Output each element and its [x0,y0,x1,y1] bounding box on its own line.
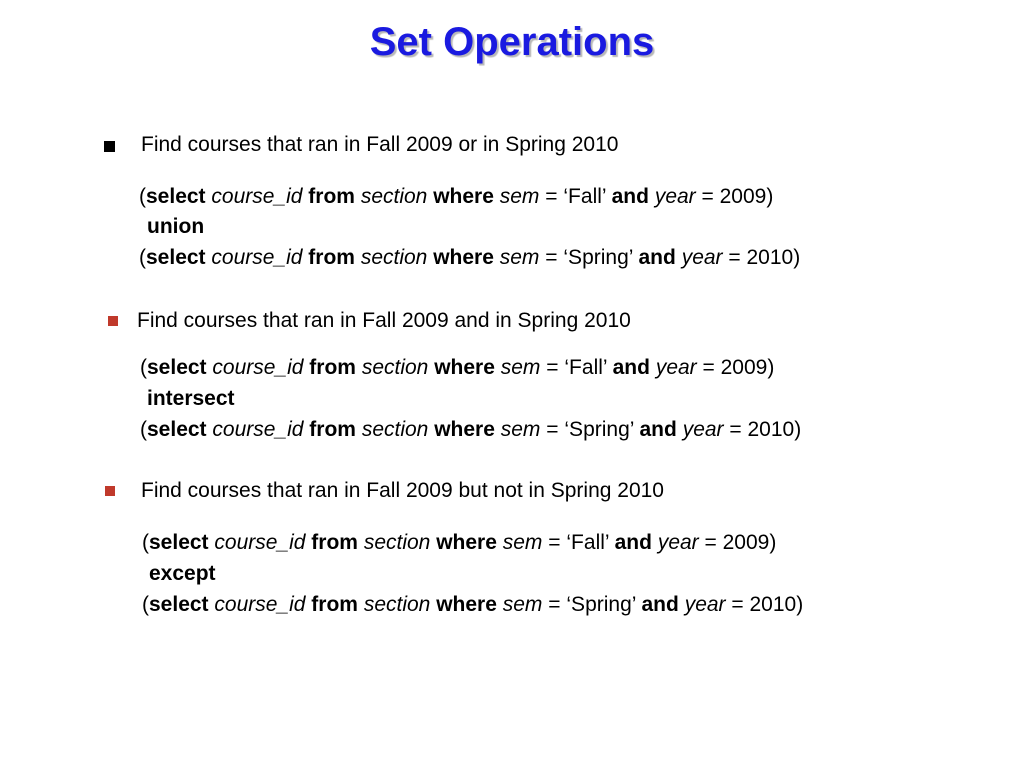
bullet-text-except: Find courses that ran in Fall 2009 but not in Spring 2010 [141,479,664,502]
square-bullet-icon [104,141,115,152]
operator-union: union [147,215,205,238]
query-line-fall-except: (select course_id from section where sem = ‘Fall’ and year = 2009) [142,531,777,554]
square-bullet-icon [108,316,118,326]
square-bullet-icon [105,486,115,496]
bullet-text-union: Find courses that ran in Fall 2009 or in Spring 2010 [141,133,619,156]
operator-intersect: intersect [147,387,235,410]
page-title: Set Operations [369,20,655,64]
query-line-spring-union: (select course_id from section where sem = ‘Spring’ and year = 2010) [139,246,801,269]
query-line-fall-intersect: (select course_id from section where sem = ‘Fall’ and year = 2009) [140,356,775,379]
operator-except: except [149,562,216,585]
query-line-fall-union: (select course_id from section where sem = ‘Fall’ and year = 2009) [139,185,774,208]
bullet-text-intersect: Find courses that ran in Fall 2009 and in Spring 2010 [137,309,631,332]
query-line-spring-intersect: (select course_id from section where sem = ‘Spring’ and year = 2010) [140,418,802,441]
query-line-spring-except: (select course_id from section where sem = ‘Spring’ and year = 2010) [142,593,804,616]
